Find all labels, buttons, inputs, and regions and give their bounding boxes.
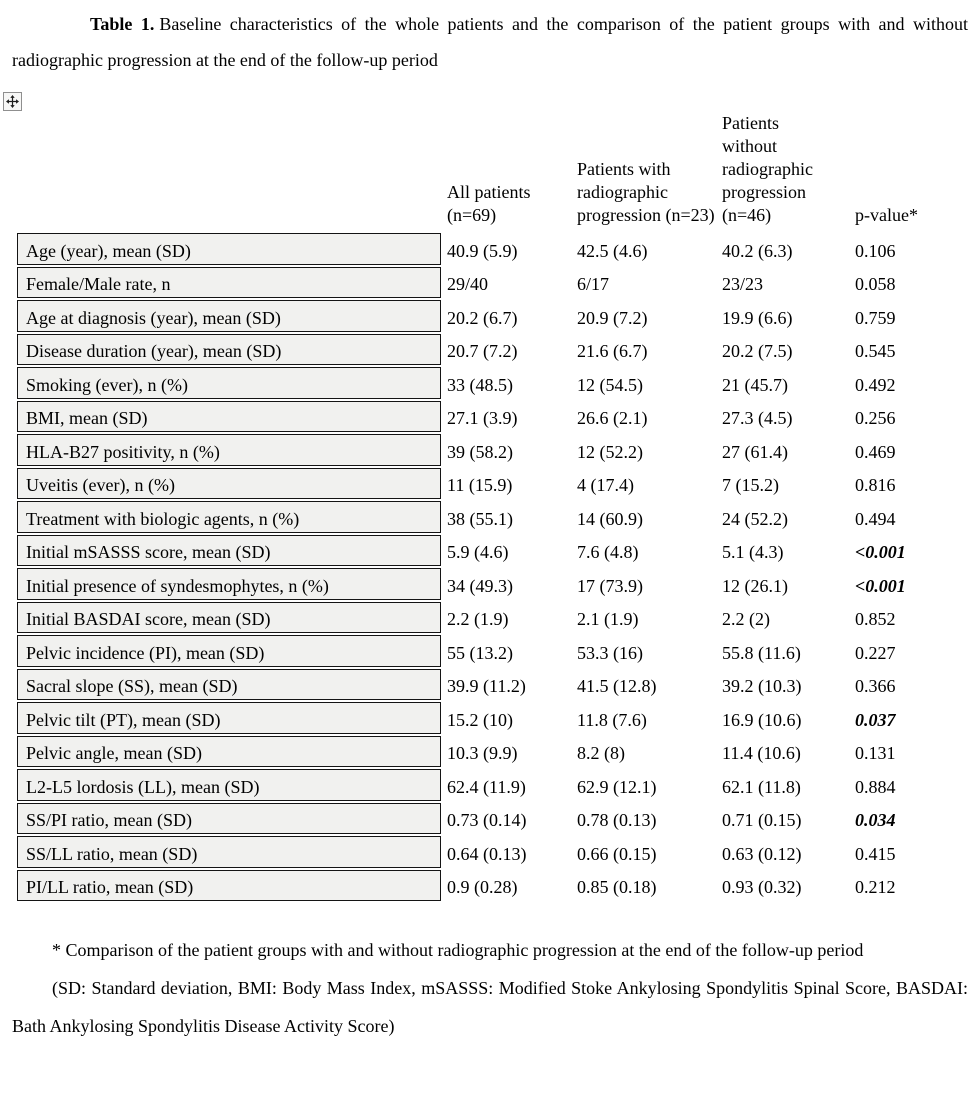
all-patients-cell: 0.9 (0.28)	[447, 877, 518, 897]
p-value-cell: 0.037	[855, 709, 896, 730]
with-progression-cell: 0.85 (0.18)	[577, 877, 657, 897]
with-progression-cell: 11.8 (7.6)	[577, 709, 647, 730]
all-patients-cell: 2.2 (1.9)	[447, 609, 509, 629]
table-row	[17, 233, 961, 265]
all-patients-cell: 0.73 (0.14)	[447, 810, 527, 830]
table-row	[17, 334, 961, 366]
header-stub	[17, 112, 441, 231]
without-progression-cell: 55.8 (11.6)	[722, 642, 801, 663]
table-caption-number: Table 1.	[90, 14, 155, 34]
with-progression-cell: 6/17	[577, 274, 610, 294]
row-label-cell: Initial mSASSS score, mean (SD)	[17, 535, 441, 567]
footnote-comparison: * Comparison of the patient groups with and without radiographic progression at the end of the follow-up period	[52, 940, 864, 960]
all-patients-cell: 20.7 (7.2)	[447, 341, 518, 361]
row-label-cell: SS/PI ratio, mean (SD)	[17, 803, 441, 835]
row-label-cell: Age (year), mean (SD)	[17, 233, 441, 265]
row-label-cell: Sacral slope (SS), mean (SD)	[17, 669, 441, 701]
row-label-cell: Female/Male rate, n	[17, 267, 441, 299]
table-row	[17, 300, 961, 332]
row-label-cell: Treatment with biologic agents, n (%)	[17, 501, 441, 533]
without-progression-cell: 20.2 (7.5)	[722, 341, 793, 361]
header-row	[17, 112, 961, 231]
with-progression-cell: 14 (60.9)	[577, 508, 643, 529]
without-progression-cell: 21 (45.7)	[722, 374, 788, 395]
table-move-icon	[6, 95, 19, 108]
p-value-cell: 0.131	[855, 743, 896, 763]
all-patients-cell: 33 (48.5)	[447, 374, 513, 395]
p-value-cell: 0.816	[855, 475, 896, 495]
without-progression-cell: 62.1 (11.8)	[722, 776, 801, 797]
all-patients-cell: 15.2 (10)	[447, 709, 513, 730]
all-patients-cell: 62.4 (11.9)	[447, 776, 526, 797]
all-patients-cell: 11 (15.9)	[447, 475, 513, 495]
baseline-characteristics-table	[17, 110, 961, 903]
p-value-cell: <0.001	[855, 575, 906, 596]
table-caption	[12, 6, 968, 78]
with-progression-cell: 42.5 (4.6)	[577, 240, 648, 261]
all-patients-cell: 39 (58.2)	[447, 441, 513, 462]
table-row	[17, 602, 961, 634]
table-row	[17, 769, 961, 801]
header-without-progression: Patients without radiographic progression (n=46)	[722, 113, 813, 225]
with-progression-cell: 53.3 (16)	[577, 642, 643, 663]
row-label-cell: Initial BASDAI score, mean (SD)	[17, 602, 441, 634]
with-progression-cell: 20.9 (7.2)	[577, 307, 648, 328]
without-progression-cell: 0.63 (0.12)	[722, 843, 802, 864]
all-patients-cell: 39.9 (11.2)	[447, 676, 526, 696]
table-row	[17, 635, 961, 667]
p-value-cell: 0.256	[855, 408, 896, 428]
all-patients-cell: 34 (49.3)	[447, 575, 513, 596]
header-with-progression: Patients with radiographic progression (n=23)	[577, 159, 715, 225]
without-progression-cell: 0.71 (0.15)	[722, 810, 802, 830]
table-row	[17, 434, 961, 466]
without-progression-cell: 27.3 (4.5)	[722, 408, 793, 428]
all-patients-cell: 5.9 (4.6)	[447, 542, 509, 562]
row-label-cell: L2-L5 lordosis (LL), mean (SD)	[17, 769, 441, 801]
table-row	[17, 870, 961, 902]
table-row	[17, 401, 961, 433]
without-progression-cell: 24 (52.2)	[722, 508, 788, 529]
without-progression-cell: 11.4 (10.6)	[722, 743, 801, 763]
table-row	[17, 836, 961, 868]
p-value-cell: 0.058	[855, 274, 896, 294]
table-row	[17, 468, 961, 500]
row-label-cell: Uveitis (ever), n (%)	[17, 468, 441, 500]
without-progression-cell: 27 (61.4)	[722, 441, 788, 462]
row-label-cell: Smoking (ever), n (%)	[17, 367, 441, 399]
without-progression-cell: 5.1 (4.3)	[722, 542, 784, 562]
without-progression-cell: 23/23	[722, 274, 764, 294]
p-value-cell: 0.469	[855, 441, 896, 462]
table-row	[17, 669, 961, 701]
with-progression-cell: 62.9 (12.1)	[577, 776, 657, 797]
with-progression-cell: 21.6 (6.7)	[577, 341, 648, 361]
row-label-cell: Age at diagnosis (year), mean (SD)	[17, 300, 441, 332]
with-progression-cell: 41.5 (12.8)	[577, 676, 657, 696]
all-patients-cell: 20.2 (6.7)	[447, 307, 518, 328]
footnotes	[12, 931, 968, 1045]
with-progression-cell: 7.6 (4.8)	[577, 542, 639, 562]
p-value-cell: 0.492	[855, 374, 896, 395]
with-progression-cell: 8.2 (8)	[577, 743, 625, 763]
all-patients-cell: 38 (55.1)	[447, 508, 513, 529]
document-page	[0, 6, 975, 1098]
table-row	[17, 267, 961, 299]
table-move-handle[interactable]	[3, 92, 22, 111]
p-value-cell: 0.366	[855, 676, 896, 696]
without-progression-cell: 12 (26.1)	[722, 575, 788, 596]
p-value-cell: 0.227	[855, 642, 896, 663]
table-row	[17, 501, 961, 533]
without-progression-cell: 40.2 (6.3)	[722, 240, 793, 261]
all-patients-cell: 27.1 (3.9)	[447, 408, 518, 428]
row-label-cell: Initial presence of syndesmophytes, n (%)	[17, 568, 441, 600]
row-label-cell: HLA-B27 positivity, n (%)	[17, 434, 441, 466]
table-row	[17, 367, 961, 399]
header-all-patients: All patients (n=69)	[447, 182, 531, 225]
p-value-cell: 0.212	[855, 877, 896, 897]
p-value-cell: 0.415	[855, 843, 896, 864]
table-header	[17, 112, 961, 231]
all-patients-cell: 40.9 (5.9)	[447, 240, 518, 261]
row-label-cell: Disease duration (year), mean (SD)	[17, 334, 441, 366]
p-value-cell: 0.759	[855, 307, 896, 328]
row-label-cell: SS/LL ratio, mean (SD)	[17, 836, 441, 868]
with-progression-cell: 0.78 (0.13)	[577, 810, 657, 830]
table-caption-text: Baseline characteristics of the whole patients and the comparison of the patient groups with and without radiographic progression at the end of the follow-up period	[12, 14, 969, 70]
p-value-cell: 0.034	[855, 810, 896, 830]
with-progression-cell: 12 (54.5)	[577, 374, 643, 395]
p-value-cell: 0.545	[855, 341, 896, 361]
table-row	[17, 803, 961, 835]
with-progression-cell: 4 (17.4)	[577, 475, 634, 495]
table-row	[17, 702, 961, 734]
row-label-cell: Pelvic incidence (PI), mean (SD)	[17, 635, 441, 667]
without-progression-cell: 2.2 (2)	[722, 609, 770, 629]
p-value-cell: 0.852	[855, 609, 896, 629]
table-body	[17, 233, 961, 901]
row-label-cell: Pelvic tilt (PT), mean (SD)	[17, 702, 441, 734]
with-progression-cell: 26.6 (2.1)	[577, 408, 648, 428]
footnote-abbreviations: (SD: Standard deviation, BMI: Body Mass Index, mSASSS: Modified Stoke Ankylosing Spondylitis Spinal Score, BASDAI: Bath Ankylosing Spondylitis Disease Activity Score)	[12, 978, 968, 1036]
table-row	[17, 535, 961, 567]
without-progression-cell: 39.2 (10.3)	[722, 676, 802, 696]
with-progression-cell: 2.1 (1.9)	[577, 609, 639, 629]
p-value-cell: 0.106	[855, 240, 896, 261]
all-patients-cell: 29/40	[447, 274, 489, 294]
without-progression-cell: 7 (15.2)	[722, 475, 779, 495]
row-label-cell: PI/LL ratio, mean (SD)	[17, 870, 441, 902]
with-progression-cell: 17 (73.9)	[577, 575, 643, 596]
all-patients-cell: 0.64 (0.13)	[447, 843, 527, 864]
table-row	[17, 568, 961, 600]
all-patients-cell: 55 (13.2)	[447, 642, 513, 663]
p-value-cell: 0.884	[855, 776, 896, 797]
p-value-cell: 0.494	[855, 508, 896, 529]
without-progression-cell: 19.9 (6.6)	[722, 307, 793, 328]
header-p-value: p-value*	[855, 205, 918, 225]
with-progression-cell: 0.66 (0.15)	[577, 843, 657, 864]
p-value-cell: <0.001	[855, 542, 906, 562]
all-patients-cell: 10.3 (9.9)	[447, 743, 518, 763]
row-label-cell: BMI, mean (SD)	[17, 401, 441, 433]
row-label-cell: Pelvic angle, mean (SD)	[17, 736, 441, 768]
table-row	[17, 736, 961, 768]
with-progression-cell: 12 (52.2)	[577, 441, 643, 462]
without-progression-cell: 0.93 (0.32)	[722, 877, 802, 897]
without-progression-cell: 16.9 (10.6)	[722, 709, 802, 730]
